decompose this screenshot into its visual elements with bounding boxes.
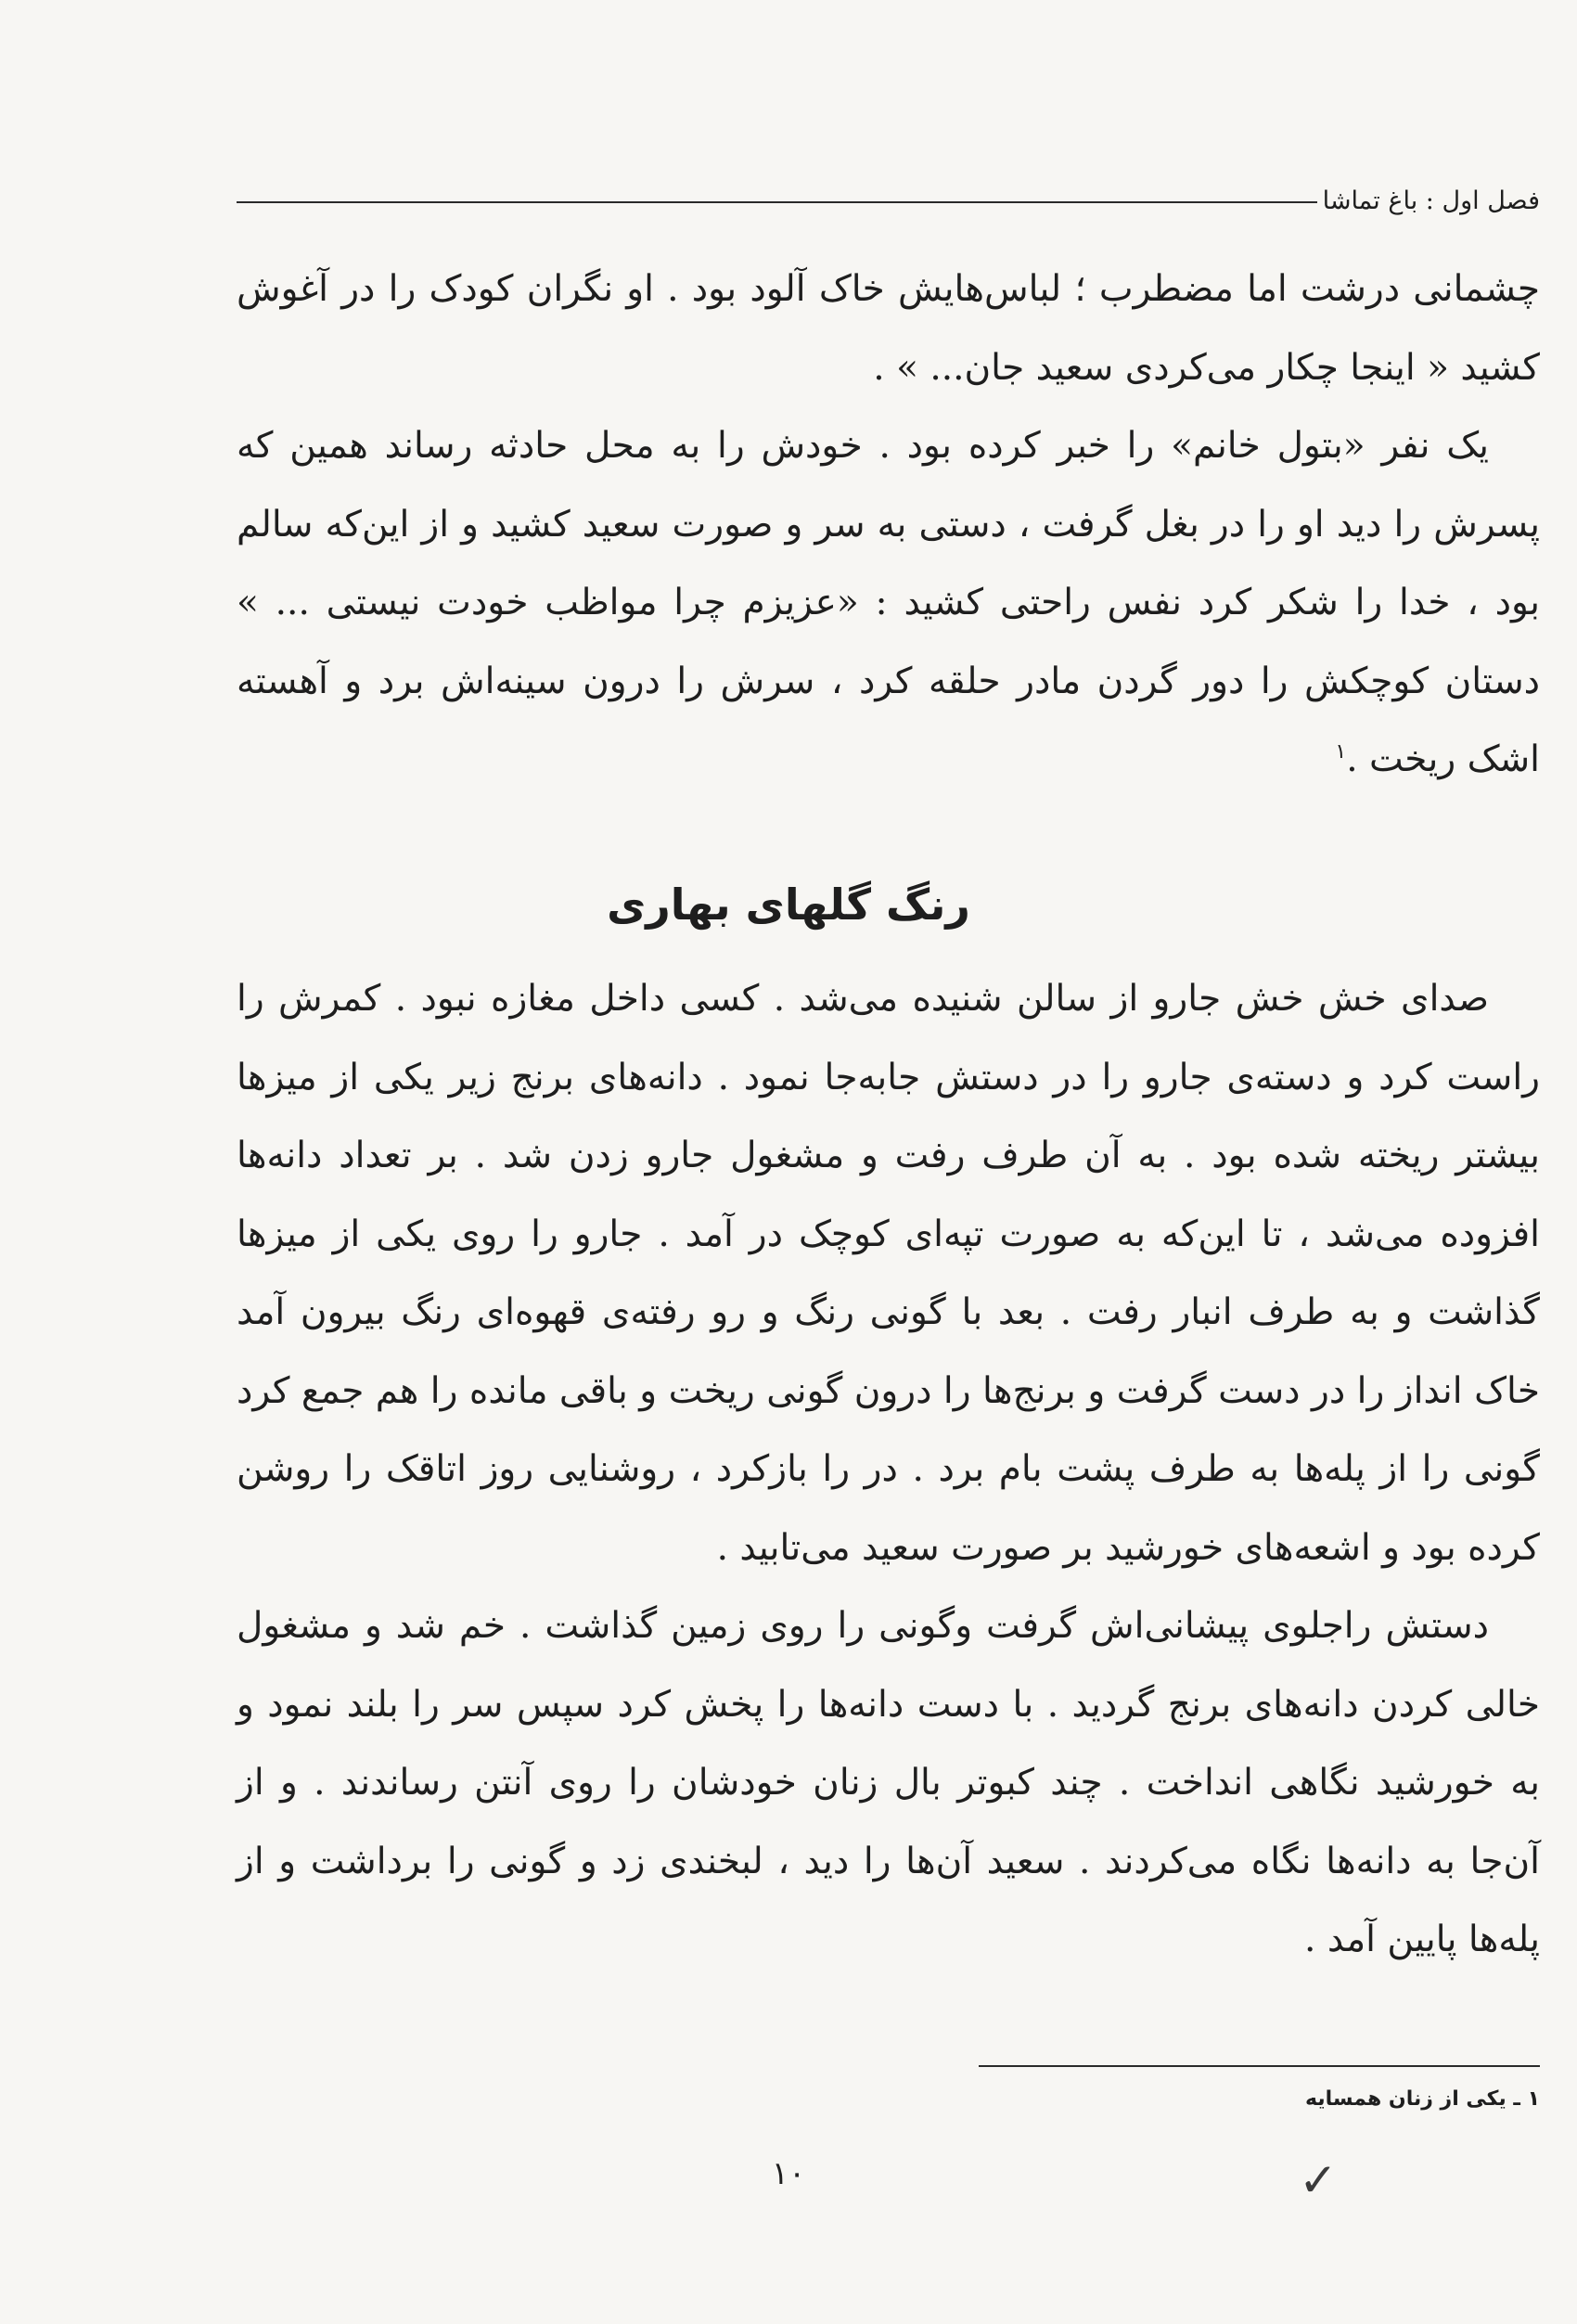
paragraph [237,407,1540,800]
running-header [237,182,1540,219]
section-2-text [237,960,1540,1980]
paragraph-text: یک نفر «بتول خانم» را خبر کرده بود . خودش را به محل حادثه رساند همین که پسرش را دید او را در بغل گرفت ، دستی به سر و صورت سعید کشید و از این‌که سالم بود ، خدا را شکر کرد نفس راحتی کشید : «عزیزم چرا مواظب خودت نیستی ... » دستان کوچکش را دور گردن مادر حلقه کرد ، سرش را درون سینه‌اش برد و آهسته اشک ریخت . [237,425,1540,780]
section-heading: رنگ گلهای بهاری [607,880,970,930]
footnote: ۱ ـ یکی از زنان همسایه [1305,2087,1540,2111]
paragraph: دستش راجلوی پیشانی‌اش گرفت وگونی را روی زمین گذاشت . خم شد و مشغول خالی کردن دانه‌های برنج گردید . با دست دانه‌ها را پخش کرد سپس سر را بلند نمود و به خورشید نگاهی انداخت . چند کبوتر بال زنان خودشان را روی آنتن رساندند . و از آن‌جا به دانه‌ها نگاه می‌کردند . سعید آن‌ها را دید ، لبخندی زد و گونی را برداشت و از پله‌ها پایین آمد . [237,1605,1540,1960]
paragraph: صدای خش خش جارو از سالن شنیده می‌شد . کسی داخل مغازه نبود . کمرش را راست کرد و دسته‌ی جارو را در دستش جابه‌جا نمود . دانه‌های برنج زیر یکی از میزها بیشتر ریخته شده بود . به آن طرف رفت و مشغول جارو زدن شد . بر تعداد دانه‌ها افزوده می‌شد ، تا این‌که به صورت تپه‌ای کوچک در آمد . جارو را روی یکی از میزها گذاشت و به طرف انبار رفت . بعد با گونی رنگ و رو رفته‌ی قهوه‌ای رنگ بیرون آمد خاک انداز را در دست گرفت و برنج‌ها را درون گونی ریخت و باقی مانده را هم جمع کرد گونی را از پله‌ها به طرف پشت بام برد . در را بازکرد ، روشنایی روز اتاقک را روشن کرده بود و اشعه‌های خورشید بر صورت سعید می‌تابید . [237,978,1540,1569]
footnote-reference: ۱ [1335,740,1347,764]
page-number: ۱۰ [771,2155,806,2192]
running-header-title: فصل اول : باغ تماشا [1322,186,1540,215]
paragraph: چشمانی درشت اما مضطرب ؛ لباس‌هایش خاک آلود بود . او نگران کودک را در آغوش کشید « اینجا چکار می‌کردی سعید جان... » . [237,268,1540,389]
section-1-text [237,250,1540,800]
header-rule [237,201,1317,203]
footnote-divider [979,2065,1540,2067]
checkmark-icon: ✓ [1299,2153,1338,2207]
